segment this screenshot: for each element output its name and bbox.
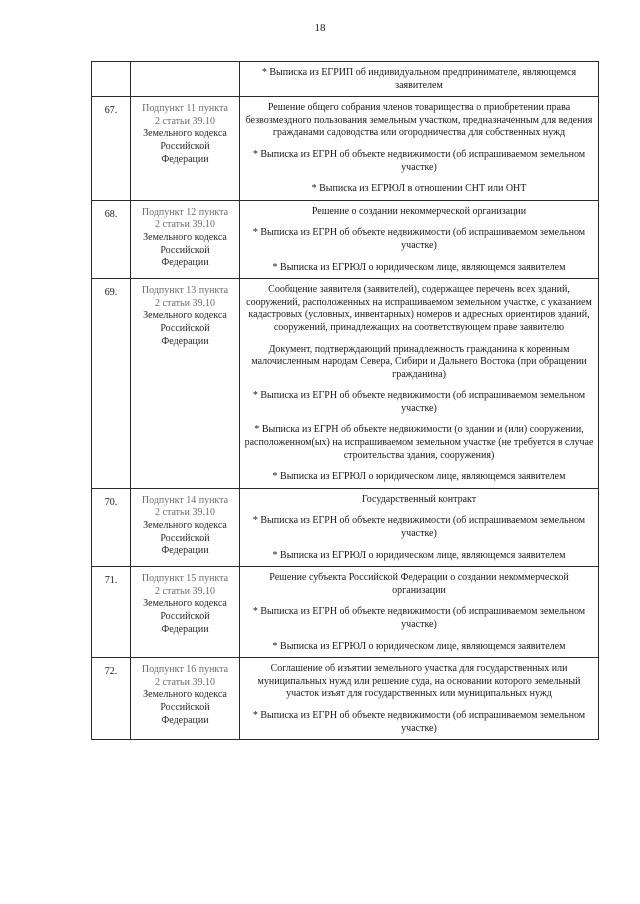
legal-basis-line: Земельного кодекса xyxy=(143,231,227,243)
documents-cell xyxy=(240,97,599,201)
legal-basis-line: Российской xyxy=(160,322,210,334)
legal-basis-line: Федерации xyxy=(161,335,209,347)
document-item: * Выписка из ЕГРН об объекте недвижимости (об испрашиваемом земельном участке) xyxy=(252,148,586,173)
legal-basis-line: Федерации xyxy=(161,257,209,269)
legal-basis-cell xyxy=(131,279,240,489)
legal-basis-line: Российской xyxy=(160,701,210,713)
document-item: Соглашение об изъятии земельного участка для государственных или муниципальных нужд или решение суда, на основании которого земельный участок изъят для государственных или муниципальных нужд xyxy=(257,663,581,700)
documents-cell xyxy=(240,658,599,740)
legal-basis-line: Федерации xyxy=(161,545,209,557)
legal-basis-line: 2 статьи 39.10 xyxy=(155,507,215,519)
legal-basis-cell xyxy=(131,567,240,658)
document-item: * Выписка из ЕГРЮЛ в отношении СНТ или ОНТ xyxy=(311,183,527,195)
legal-basis-line: 2 статьи 39.10 xyxy=(155,297,215,309)
documents-cell xyxy=(240,279,599,489)
table-row xyxy=(92,279,599,489)
row-number: 68. xyxy=(92,200,131,278)
row-number: 67. xyxy=(92,97,131,201)
table-body xyxy=(92,62,599,740)
document-item: * Выписка из ЕГРН об объекте недвижимости (об испрашиваемом земельном участке) xyxy=(252,709,586,734)
document-item: * Выписка из ЕГРН об объекте недвижимости (об испрашиваемом земельном участке) xyxy=(252,390,586,414)
documents-cell xyxy=(240,567,599,658)
legal-basis-line: Российской xyxy=(160,244,210,256)
table-row xyxy=(92,97,599,201)
legal-basis-line: Земельного кодекса xyxy=(143,520,227,532)
legal-basis-line: Земельного кодекса xyxy=(143,598,227,610)
legal-basis-line: 2 статьи 39.10 xyxy=(155,115,215,127)
legal-basis-line: Подпункт 12 пункта xyxy=(141,206,229,218)
document-item: * Выписка из ЕГРН об объекте недвижимости (об испрашиваемом земельном участке) xyxy=(252,606,586,630)
document-item: Решение о создании некоммерческой организации xyxy=(311,205,527,217)
document-item: * Выписка из ЕГРЮЛ о юридическом лице, являющемся заявителем xyxy=(272,549,566,561)
legal-basis-line: Земельного кодекса xyxy=(143,689,227,701)
legal-basis-line: Подпункт 15 пункта xyxy=(141,573,229,585)
row-number: 72. xyxy=(92,658,131,740)
legal-basis-line: Российской xyxy=(160,532,210,544)
legal-basis-line: Земельного кодекса xyxy=(143,128,227,140)
document-item: Документ, подтверждающий принадлежность гражданина к коренным малочисленным народам Севера, Сибири и Дальнего Востока (при обращении гражданина) xyxy=(251,343,587,380)
table-row xyxy=(92,658,599,740)
documents-cell xyxy=(240,62,599,97)
row-number xyxy=(92,62,131,97)
row-number: 71. xyxy=(92,567,131,658)
document-item: Решение субъекта Российской Федерации о создании некоммерческой организации xyxy=(269,572,569,596)
row-number: 69. xyxy=(92,279,131,489)
legal-basis-line: Федерации xyxy=(161,623,209,635)
legal-basis-cell xyxy=(131,658,240,740)
legal-basis-line: Земельного кодекса xyxy=(143,310,227,322)
document-item: * Выписка из ЕГРЮЛ о юридическом лице, являющемся заявителем xyxy=(272,261,566,273)
legal-basis-line: Федерации xyxy=(161,714,209,726)
legal-basis-line: 2 статьи 39.10 xyxy=(155,219,215,231)
documents-cell xyxy=(240,200,599,278)
legal-basis-line: Подпункт 16 пункта xyxy=(141,664,229,676)
document-item: * Выписка из ЕГРН об объекте недвижимости (об испрашиваемом земельном участке) xyxy=(252,227,586,251)
legal-basis-cell xyxy=(131,488,240,566)
legal-basis-cell xyxy=(131,62,240,97)
table-row xyxy=(92,567,599,658)
document-item: * Выписка из ЕГРН об объекте недвижимости (о здании и (или) сооружении, расположенном(ых) на испрашиваемом земельном участке (не требуется в случае строительства здания, сооружения) xyxy=(244,424,594,461)
legal-basis-line: Подпункт 14 пункта xyxy=(141,494,229,506)
legal-basis-line: Подпункт 13 пункта xyxy=(141,285,229,297)
document-item: * Выписка из ЕГРЮЛ о юридическом лице, являющемся заявителем xyxy=(272,640,566,652)
legal-basis-line: 2 статьи 39.10 xyxy=(155,585,215,597)
legal-basis-cell xyxy=(131,200,240,278)
document-item: Сообщение заявителя (заявителей), содержащее перечень всех зданий, сооружений, расположенных на испрашиваемом земельном участке, с указанием кадастровых (условных, инвентарных) номеров и адресных ориентиров зданий, сооружений, принадлежащих на соответствующем праве заявителю xyxy=(246,284,592,333)
documents-cell xyxy=(240,488,599,566)
legal-basis-line: Российской xyxy=(160,140,210,152)
document-item: Государственный контракт xyxy=(361,493,477,505)
legal-basis-line: Федерации xyxy=(161,153,209,165)
legal-basis-line: Российской xyxy=(160,611,210,622)
document-item: * Выписка из ЕГРЮЛ о юридическом лице, являющемся заявителем xyxy=(272,471,566,483)
table-row xyxy=(92,488,599,566)
document-item: * Выписка из ЕГРН об объекте недвижимости (об испрашиваемом земельном участке) xyxy=(252,515,586,540)
legal-basis-cell xyxy=(131,97,240,201)
table-row xyxy=(92,62,599,97)
legal-basis-line: Подпункт 11 пункта xyxy=(142,103,228,115)
document-item: Решение общего собрания членов товарищества о приобретении права безвозмездного пользования земельным участком, предназначенным для ведения гражданами садоводства или огородничества для собственных нужд xyxy=(245,102,593,139)
row-number: 70. xyxy=(92,488,131,566)
legal-basis-line: 2 статьи 39.10 xyxy=(155,676,215,688)
document-item: * Выписка из ЕГРИП об индивидуальном предпринимателе, являющемся заявителем xyxy=(261,67,577,91)
documents-table xyxy=(91,61,599,740)
table-row xyxy=(92,200,599,278)
page-number: 18 xyxy=(314,22,326,34)
